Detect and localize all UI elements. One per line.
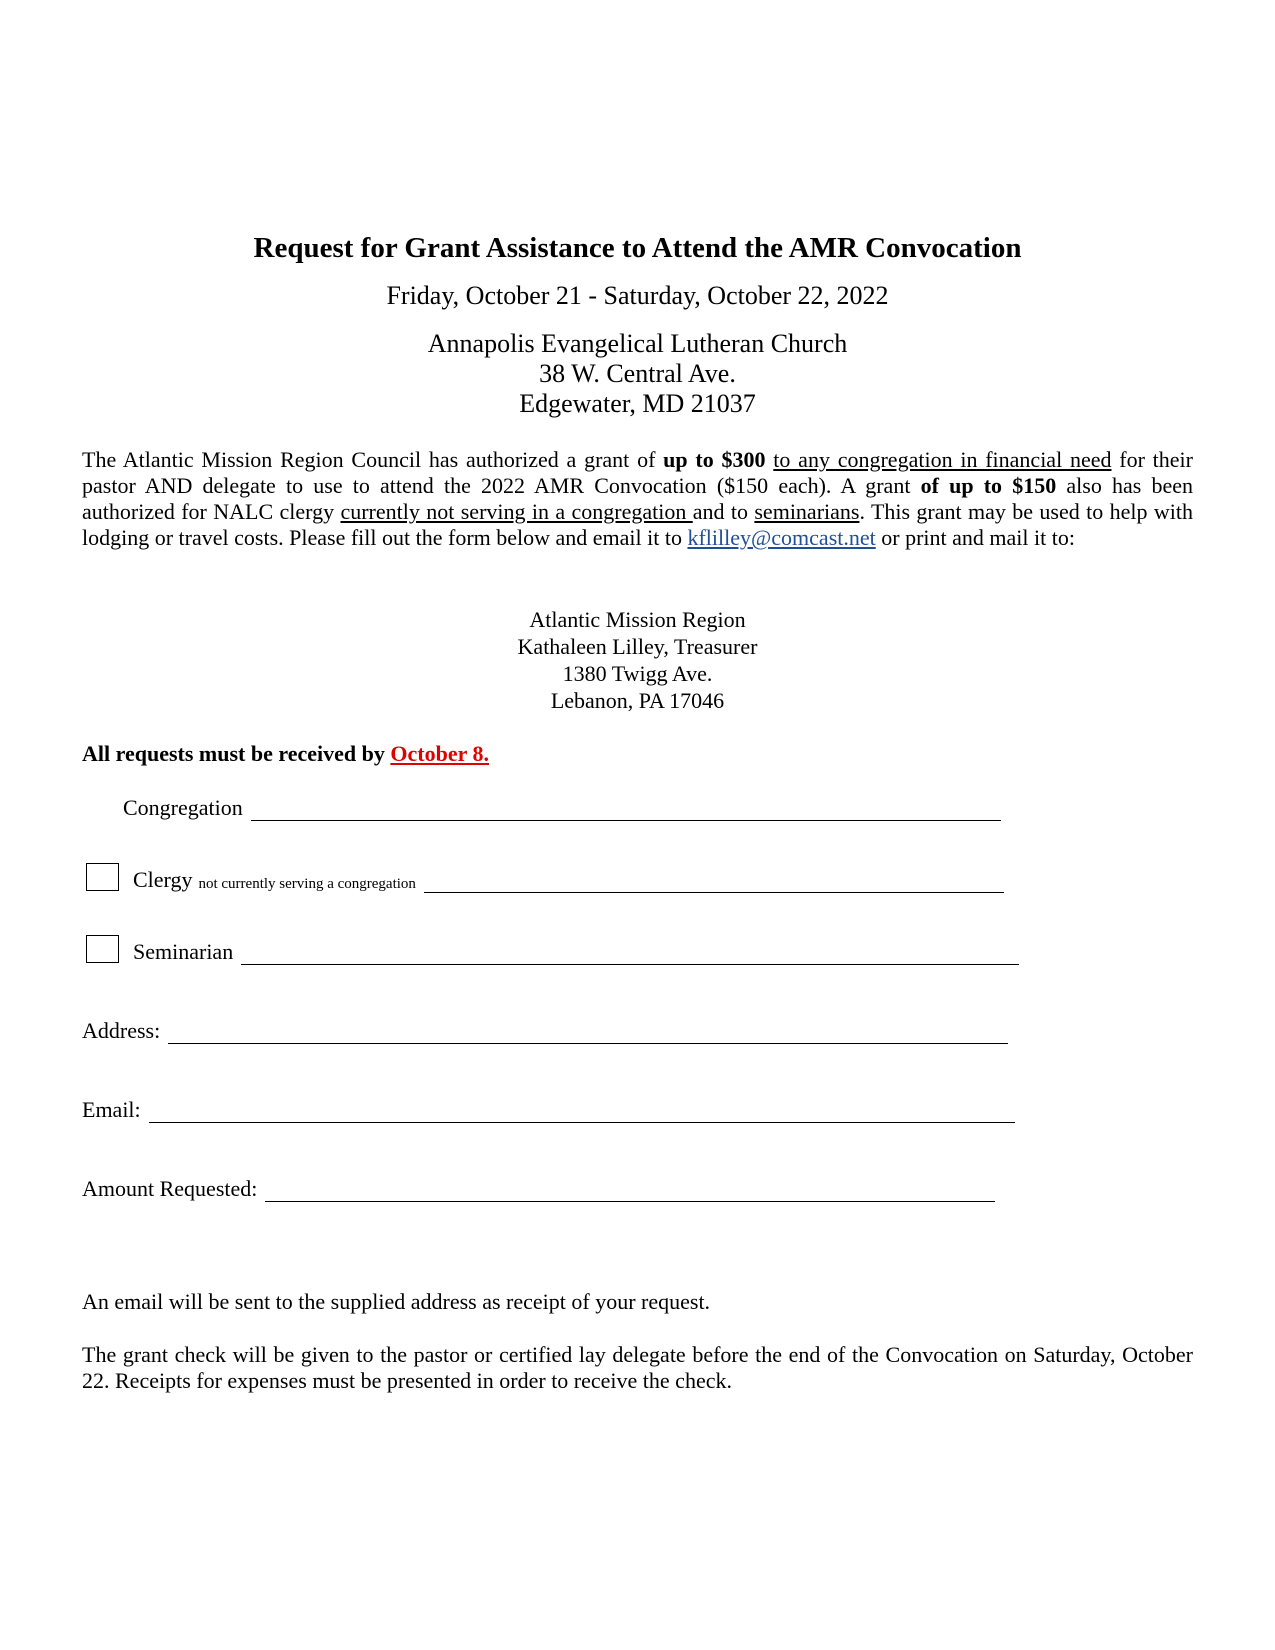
eligibility-clergy: currently not serving in a congregation bbox=[340, 499, 693, 524]
intro-text: . This grant may be used to help with lodging or travel costs. Please fill out the form below and email it to bbox=[82, 499, 1193, 550]
email-link[interactable]: kflilley@comcast.net bbox=[687, 525, 876, 550]
amount-line[interactable] bbox=[265, 1179, 995, 1202]
seminarian-checkbox[interactable] bbox=[86, 935, 119, 963]
intro-text: for their pastor AND delegate to use to attend the 2022 AMR Convocation ($150 each). A grant bbox=[82, 447, 1193, 498]
mailing-city: Lebanon, PA 17046 bbox=[550, 688, 725, 713]
address-label: Address: bbox=[82, 1018, 161, 1043]
congregation-label: Congregation bbox=[123, 795, 243, 820]
event-dates: Friday, October 21 - Saturday, October 22, 2022 bbox=[386, 281, 889, 310]
page-title: Request for Grant Assistance to Attend the AMR Convocation bbox=[253, 232, 1022, 264]
email-line[interactable] bbox=[149, 1100, 1015, 1123]
address-field[interactable] bbox=[82, 1018, 1022, 1044]
amount-field[interactable] bbox=[82, 1176, 1022, 1202]
venue-block bbox=[0, 329, 1275, 419]
eligibility-congregation: to any congregation in financial need bbox=[773, 447, 1112, 472]
seminarian-label: Seminarian bbox=[133, 939, 234, 964]
venue-street: 38 W. Central Ave. bbox=[539, 359, 736, 388]
intro-text: or print and mail it to: bbox=[875, 525, 1075, 550]
congregation-line[interactable] bbox=[251, 798, 1001, 821]
venue-city: Edgewater, MD 21037 bbox=[519, 389, 756, 418]
venue-name: Annapolis Evangelical Lutheran Church bbox=[427, 329, 848, 358]
intro-paragraph bbox=[82, 447, 1193, 551]
amount-label: Amount Requested: bbox=[82, 1176, 258, 1201]
congregation-field[interactable] bbox=[123, 795, 1018, 821]
seminarian-line[interactable] bbox=[241, 942, 1019, 965]
check-note: The grant check will be given to the pastor or certified lay delegate before the end of the Convocation on Saturday, October 22. Receipts for expenses must be presented in order to receive the check. bbox=[82, 1342, 1193, 1393]
grant-amount-clergy: of up to $150 bbox=[920, 473, 1057, 498]
mailing-address bbox=[0, 606, 1275, 714]
deadline-date: October 8. bbox=[390, 741, 489, 766]
clergy-line[interactable] bbox=[424, 870, 1004, 893]
mailing-name: Kathaleen Lilley, Treasurer bbox=[517, 634, 758, 659]
clergy-label: Clergy bbox=[133, 867, 193, 892]
seminarian-field[interactable] bbox=[133, 939, 1033, 965]
clergy-checkbox[interactable] bbox=[86, 863, 119, 891]
grant-amount-congregation: up to $300 bbox=[663, 447, 766, 472]
clergy-field[interactable] bbox=[133, 867, 1033, 893]
email-field[interactable] bbox=[82, 1097, 1022, 1123]
address-line[interactable] bbox=[168, 1021, 1008, 1044]
eligibility-seminarians: seminarians bbox=[754, 499, 860, 524]
email-label: Email: bbox=[82, 1097, 141, 1122]
mailing-org: Atlantic Mission Region bbox=[529, 607, 746, 632]
deadline-text: All requests must be received by bbox=[82, 741, 391, 766]
intro-text: and to bbox=[692, 499, 755, 524]
mailing-street: 1380 Twigg Ave. bbox=[562, 661, 713, 686]
deadline-notice bbox=[82, 741, 489, 767]
clergy-note: not currently serving a congregation bbox=[198, 876, 416, 892]
intro-text: The Atlantic Mission Region Council has authorized a grant of bbox=[82, 447, 664, 472]
intro-text: also has been authorized for NALC clergy bbox=[82, 473, 1194, 524]
receipt-note: An email will be sent to the supplied address as receipt of your request. bbox=[82, 1289, 711, 1314]
